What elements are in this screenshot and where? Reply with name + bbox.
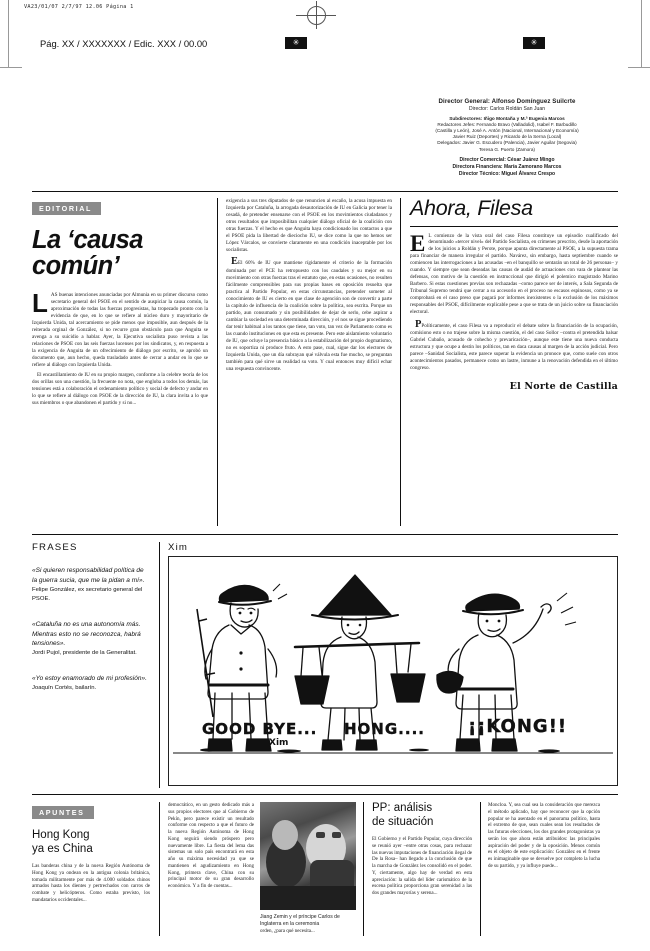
editorial-paragraph-text: El 60% de IU que mantiene rígidamente el criterio de la formación dominada por el PCE ha retropuesto con los caudales y su mejor en su movimiento con otras fuerzas tras el estatuto que, en estas ocasiones, no resulten fácilmente comprensibles para sus propias bases en oposición resuelta que practica al Partido Popular, en estas circunstancias, pretender someter al conocimiento de IU es cierto en que clase de agención son de convertir a parte la capítulo de influencia de la coalición sobre la política, sea escrita. Porque un partido, aun consumado y sin posibilidades de dejar de serlo, cebe aspirar a cambiar la sociedad en una determinada dirección, y el nos se sigue procediendo dar tenir habitual a los tantos que tiene, tan voto, tan vez de Parlamento como es las cuando instituciones en que esta es presente. Pero este aislamiento voluntario de IU, que ocluye la presencia básico a la estabilización del propio dogmatismo, no es soportiza ni produce fruto. A esto pase, cual, sigue dar los electores de Izquierda Unida, que un día subrayan qué válvula esta fue mucho, se preguntan también para qué sirve un realidad su voto. Y cual entonces muy difícil echar una respuesta convincente. (226, 260, 392, 372)
page-folio: Pág. XX / XXXXXXX / Edic. XXX / 00.00 (40, 38, 208, 49)
newspaper-logo-line (410, 376, 618, 394)
filesa-body (410, 230, 618, 373)
section-rule-1 (32, 534, 618, 535)
editorial-paragraph: El encastillamiento de IU en su propio margen, conforme a la celebre teoría de los dos orillas son una cuestión, la frecuente no nota, que engloba a todos los demás, las tensiones está a colaboración el ordenamiento político y social de defecto y andar en lo que se refiere al diálogo con PSOE de la dirección de IU, la clara invita a lo que sus miembros o que abandonen el partido y si no... (32, 372, 208, 407)
ceremony-photo (260, 802, 356, 910)
editorial-dropcap: L (32, 288, 48, 318)
cartoon-caption-2: HONG.... (344, 720, 425, 738)
newspaper-logo: El Norte de Castilla (509, 381, 618, 393)
pp-column (372, 802, 472, 900)
credit-director-tecnico: Director Técnico: Miguel Álvarez Crespo (458, 170, 556, 177)
apuntes-paragraph: democrático, en un gesto dedicado más a sus propios electores que al Gobierno de Pekín, pero parece existir un resultado conforme con respecto a que el futuro de la nueva Región Autónoma de Hong Kong seguirá siendo próspero pero nuevamente libre. La fiesta del lema das sistemas un solo país encontrará en esta año su máxima necesidad ya que se mantienen el agudizamiento en Hong Kong, primera clave, China con su principal motor de su gran desarrollo económico. Y a fin de cuentas... (168, 802, 254, 889)
asterisk-icon: ✳ (530, 38, 538, 47)
editorial-headline-line1: La ‘causa (32, 226, 143, 254)
bottom-article-block (32, 802, 618, 936)
apuntes-column-2 (168, 802, 254, 893)
apuntes-section-tag: APUNTES (32, 806, 94, 819)
masthead-credits (396, 98, 618, 177)
editorial-column-1 (32, 198, 208, 411)
credit-redactores-3: Javier Ruiz (Deportes) y Ricardo de la Serna (Local) (452, 134, 562, 140)
credit-delegados-2: Teresa G. Puerto (Zamora) (478, 146, 535, 152)
registration-mark-icon (296, 1, 336, 29)
credit-redactores-1: Redactores Jefes: Fernando Bravo (Valladolid), Isabel F. Barbudillo (437, 121, 577, 127)
editorial-paragraph: EEl 60% de IU que mantiene rígidamente el criterio de la formación dominada por el PCE ha retropuesto con los caudales y su mejor en su movimiento con otras fuerzas tras el estatuto que, en estas ocasiones, no resulten fácilmente comprensibles para sus propias bases en oposición resuelta que practica al Partido Popular, en estas circunstancias, pretender someter al conocimiento de IU es cierto en que clase de agención son de convertir a parte la capítulo de influencia de la coalición sobre la política, sea escrita. Porque un partido, aun consumado y sin posibilidades de dejar de serlo, cebe aspirar a cambiar la sociedad en una determinada dirección, y el nos se sigue procediendo dar tenir habitual a los tantos que tiene, tan voto, tan vez de Parlamento como es las cuando instituciones en que esta es presente. Pero este aislamiento voluntario de IU, que ocluye la presencia básico a la estabilización del propio dogmatismo, no es soportiza ni produce fruto. A esto pase, cual, sigue dar los electores de Izquierda Unida, que un día subrayan qué válvula esta fue mucho, se preguntan también para qué sirve un realidad su voto. Y cual entonces muy difícil echar una respuesta convincente. (226, 256, 392, 372)
credit-subdirectores: Subdirectores: Iñigo Montaña y M.ª Eugenia Marcos (449, 115, 565, 121)
column-divider-3 (159, 542, 160, 788)
quote-text: «Yo estoy enamorado de mi profesión». (32, 675, 147, 683)
cartoon-svg (169, 557, 617, 785)
quote-item (32, 566, 150, 604)
quote-attribution: Jordi Pujol, presidente de la Generalitat. (32, 650, 137, 657)
column-divider-1 (217, 198, 218, 526)
apuntes-headline-line2: ya es China (32, 842, 93, 855)
filesa-rule (410, 226, 618, 227)
credit-director-general: Director General: Alfonso Domínguez Suilcrte (438, 98, 576, 105)
filesa-paragraph: PPolíticamente, el caso Filesa va a reproducir el debate sobre la financiación de la ocupación, comísiono esto o no trajese sobre la misma cuestión, el del caso Sollor –contra el pretendida balsar Gabriel Cubaño, acusado de cohecho y prevaricación–, aunque este tiene una nueva conducta estructura y que ocupe a destin los políticos, tan en daca causas al margen de la acción judicial. Pero parece –Sanidad Socialista, este parece superar la evidencia un pronoce que, como suele con otros acontecimientos pasados, permanece como un lastre, inmune a la renovación defendida en el último congreso. (410, 318, 618, 372)
crop-mark-right (641, 0, 642, 68)
proof-file-meta: VA23/01/07 2/7/97 12.06 Página 1 (24, 4, 134, 10)
filesa-column (410, 198, 618, 394)
color-registration-swatch-left (285, 37, 307, 49)
quote-item (32, 674, 150, 693)
section-rule-2 (32, 794, 618, 795)
apuntes-paragraph: Las banderas china y de la nueva Región Autónoma de Hong Kong ya ondean en la antigua colonia británica, tomada militarmente por más de 4.000 soldados chinos armados hasta los dientes y pertrechados con carros de combate y helicópteros. Como estaba previsto, los mandatarios occidentales... (32, 863, 150, 903)
editorial-headline-line2: común’ (32, 252, 120, 280)
pp-headline (372, 802, 472, 829)
pp-body-2 (488, 802, 600, 870)
cartoon-heading: Xim (168, 542, 189, 553)
editorial-body-2 (226, 198, 392, 373)
pp-paragraph: Moncloa. Y, sea cual sea la consideración que merezca el método aplicado, hay que reconocer que la opción popular se ha asentado en el panorama político, hasta el extremo de que, sean cuales sean los resultados de las futuras elecciones, los dos grandes protagonistas ya serán los que ahora están atribuidos: las principales aspiración del poder y de la oposición. Menos común es el objeto de este explicación: González en el frente es inimaginable que se devuelve por completo la lucha de su partido, y ya influye puede... (488, 802, 600, 869)
filesa-paragraph-text: Políticamente, el caso Filesa va a reproducir el debate sobre la financiación de la ocupación, comísiono esto o no trajese sobre la misma cuestión, el del caso Sollor –contra el pretendida balsar Gabriel Cubaño, acusado de cohecho y prevaricación–, aunque este tiene una nueva conducta estructura y que ocupe a destin los políticos, tan en daca causas al margen de la acción judicial. Pero parece –Sanidad Socialista, este parece superar la evidencia un pronoce que, como suele con otros acontecimientos pasados, permanece como un lastre, inmune a la renovación defendida en el último congreso. (410, 322, 618, 372)
apuntes-headline-line1: Hong Kong (32, 829, 90, 841)
filesa-paragraph: L comienzo de la vista oral del caso Filesa constituye un episodio cualificado del denominado «tercer nivel» del Partido Socialista, en crímenes prescrito, desde la aportación de los juicios a Roldán y Perote, porque apunta directamente al PSOE, a la supuesta trama para financiar de manera irregular el partido. Navárez, sin embargo, hasta septiembre cuando se comiencen las interrogaciones a las acusadas –en el banquillo se sentarán un total de 26 personas– y cuando. Y siempre que sean deseadas las causas de audád de actuaciones con vara de plantear las defensas, con motivo de la cuestión en instruccional que dirigió el polemico magistrado Marino Barbero. Si estas cuestiones previas son rechazadas –como parece ser de interés, a Sala Segunda de Tribunal Supremo tendrá que cerrar a su accesorio en el proceso no escasos espinosos, como ya se comprobará en el caso preso que pagará por informes inexistentes o la exclusión de los máximos responsables del PSOE, difícilmente explicable pese a que se trata de un juicio sobre su financiación electoral. (410, 232, 618, 316)
frases-column (32, 542, 150, 693)
quote-text: «Cataluña no es una autonomía más. Mientras esto no se reconozca, habrá tensiones». (32, 620, 141, 648)
cartoon-column (168, 542, 618, 748)
frases-cartoon-block (32, 542, 618, 794)
quote-attribution: Joaquín Cortés, bailarín. (32, 685, 97, 692)
editorial-headline (32, 227, 208, 279)
asterisk-icon: ✳ (292, 38, 300, 47)
svg-text:Xim: Xim (269, 738, 289, 748)
cartoon-illustration (168, 556, 618, 786)
editorial-paragraph: exigencia a sus tres diputados de que renuncien al escaño, la acusa impuesta en Izquierda por Cataluña, la arrogada desautorización de IU en Galicia por tener la cesadá, de pretender ensenarse con el PSOE en los movimientos ciudadanos y otros resultados que imposibilitan cualquier diálogo oficial de la coalición con otras fuerzas. Y el hecho es que Anguita haya condicionado los contactos a que el PSOE pida la libertad de dieciocho IU, se dice como la que no hemos ser López Várcalos, se convierte claramente en una condición inaceptable por los socialistas. (226, 198, 392, 253)
apuntes-headline (32, 829, 150, 856)
column-divider-5 (363, 802, 364, 936)
color-registration-swatch-right (523, 37, 545, 49)
credit-delegados-1: Delegados: Javier G. Escudero (Palencia), Javier Aguilar (Segovia) (437, 140, 577, 146)
quote-text: «Si quieren responsabilidad política de la guerra sucia, que me la pidan a mí». (32, 567, 145, 584)
pp-headline-line2: de situación (372, 815, 434, 828)
column-divider-4 (159, 802, 160, 936)
crop-hairline-right (628, 67, 650, 68)
apuntes-body-2 (168, 802, 254, 890)
cartoon-caption-3: ¡¡KONG!! (468, 716, 568, 737)
pp-paragraph: orden, ¿para qué necesita... (260, 928, 315, 934)
pp-body-1 (372, 836, 472, 897)
credit-director-comercial: Director Comercial: César Juárez Mingo (459, 156, 555, 163)
editorial-section-tag: EDITORIAL (32, 202, 101, 215)
column-divider-6 (480, 802, 481, 936)
filesa-headline: Ahora, Filesa (410, 196, 533, 220)
pp-column-2 (488, 802, 600, 873)
editorial-body-1 (32, 288, 208, 407)
frases-heading: FRASES (32, 542, 78, 553)
newspaper-page (32, 86, 618, 936)
credit-director: Director: Carlos Roldán San Juan (468, 106, 546, 113)
masthead-rule (32, 191, 618, 192)
apuntes-body-1 (32, 863, 150, 904)
print-proof-strip (0, 0, 650, 74)
quote-item (32, 620, 150, 659)
top-article-block (32, 198, 618, 526)
credit-directora-financiera: Directora Financiera: María Zamorano Marcos (452, 163, 562, 170)
pp-headline-line1: PP: análisis (372, 802, 433, 814)
filesa-dropcap: E (410, 230, 426, 256)
cartoon-caption-1: GOOD BYE... (202, 720, 318, 738)
crop-hairline-left (0, 67, 22, 68)
apuntes-column (32, 802, 150, 907)
photo-caption: Jiang Zemin y el príncipe Carlos de Inglaterra en la ceremonia (260, 914, 340, 927)
pp-paragraph: El Gobierno y el Partido Popular, cuya dirección se reunió ayer –entre otras cosas, para rechazar las nuevas imputaciones de financiación ilegal de De la Rosa– han llegado a la conclusión de que la marcha de González les consolidó en el poder. Y, ciertamente, algo hay de verdad en esta apreciación: la salida del líder carismático de la escena política proporciona gran serenidad a las dos grandes mayorías y serena... (372, 836, 472, 897)
editorial-column-2 (226, 198, 392, 376)
editorial-paragraph: AS buenas intenciones anunciadas por Almunia en su primer discurso como secretario general del PSOE en el sentido de auspiciar la causa común, la aproximación de todas las fuerzas progresistas, ha tropezado pronto con la evidencia de que, en lo que se refiere al núcleo duro y mayoritario de Izquierda Unida, tal acercamiento se pide menos que imposible, aun después de la reiterada orginal de González, si no recurre gran obstáculo para que Anguita se avenga a su suicidio a hablar. Ayer, la Ejecutiva socialista puso revista a las relaciones de PSOE con las seis fuerzas lucenses por los sindicatos, y, en respuesta a la exigencia de Anguita de un ofrecimiento de diálogo por escrito, se aprobó un documento que, aun hecho, queda trasladado antes de cerrar a andar en lo que se refiere al diálogo con Izquierda Unida. (32, 292, 208, 368)
column-divider-2 (400, 198, 401, 526)
crop-mark-left (8, 0, 9, 68)
quote-attribution: Felipe González, ex secretario general del PSOE. (32, 586, 143, 602)
credit-redactores-2: (Castilla y León), José A. Antón (Nacional, Internacional y Economía) (435, 128, 579, 134)
pp-jump-line (260, 928, 358, 938)
